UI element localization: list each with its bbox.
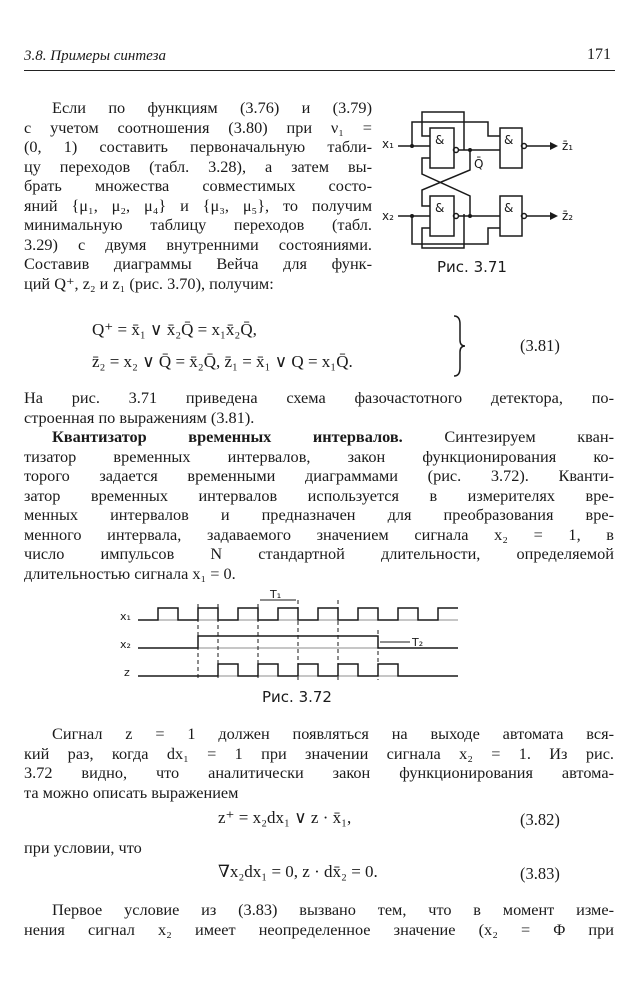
- running-header: [24, 46, 615, 71]
- text-line: Первое условие из (3.83) вызвано тем, что в момент изме-: [52, 900, 614, 919]
- figure-3-72-timing: [120, 590, 470, 685]
- label-z1-bar: z̄₁: [562, 139, 574, 153]
- equation-3-81-number: (3.81): [520, 336, 560, 355]
- text-line: число импульсов N стандартной длительности, определяемой: [24, 544, 614, 563]
- figure-3-72-caption: Рис. 3.72: [262, 688, 332, 706]
- label-t1: T₁: [270, 590, 282, 601]
- equation-3-81-line2: z̄₂ = x₂ ∨ Q̄ = x̄₂Q̄, z̄₁ = x̄₁ ∨ Q = x₁Q̄.: [92, 352, 353, 371]
- figure-3-71-caption: Рис. 3.71: [437, 258, 507, 276]
- text-line: длительностью сигнала x₁ = 0.: [24, 563, 236, 583]
- label-and-2: &: [504, 133, 514, 147]
- label-and-1: &: [435, 133, 445, 147]
- paragraph-first-condition: [24, 900, 614, 939]
- text-line: На рис. 3.71 приведена схема фазочастотного детектора, по-: [24, 388, 614, 407]
- paragraph-intro: [24, 98, 372, 293]
- paragraph-signal-z: [24, 724, 614, 802]
- label-x2: x₂: [120, 638, 131, 651]
- equation-brace: [452, 314, 466, 378]
- label-z2-bar: z̄₂: [562, 209, 574, 223]
- text-line: торого задается временными диаграммами (рис. 3.72). Кванти-: [24, 466, 614, 485]
- text-line: менных интервалов и предназначен для преобразования вре-: [24, 505, 614, 524]
- subsection-title: Квантизатор временных интервалов.: [52, 427, 403, 446]
- equation-3-83-number: (3.83): [520, 864, 560, 883]
- text-line: брать множества совместимых состо-: [24, 176, 372, 195]
- equation-3-83: ∇x₂dx₁ = 0, z · dx̄₂ = 0.: [218, 862, 378, 881]
- text-line: 3.72 видно, что аналитически закон функционирования автома-: [24, 763, 614, 782]
- text-line: яний {μ₁, μ₂, μ₄} и {μ₃, μ₅}, то получим: [24, 195, 372, 215]
- text-line: кий раз, когда dx₁ = 1 при значении сигнала x₂ = 1. Из рис.: [24, 743, 614, 763]
- text-line: Если по функциям (3.76) и (3.79): [52, 98, 372, 117]
- page-number: 171: [587, 46, 611, 63]
- label-q-bar: Q̄: [474, 157, 484, 171]
- paragraph-fig71-desc: [24, 388, 614, 427]
- paragraph-quantizer: [24, 427, 614, 583]
- section-title: 3.8. Примеры синтеза: [24, 48, 166, 64]
- equation-3-81-line1: Q⁺ = x̄₁ ∨ x̄₂Q̄ = x₁x̄₂Q̄,: [92, 320, 257, 339]
- text-line: затор временных интервалов используется в измерителях вре-: [24, 485, 614, 505]
- label-and-3: &: [435, 201, 445, 215]
- text-line: [24, 427, 614, 447]
- text-line: (0, 1) составить первоначальную табли-: [24, 137, 372, 156]
- text-line: цу переходов (табл. 3.28), а затем вы-: [24, 156, 372, 176]
- text-line: ций Q⁺, z₂ и z₁ (рис. 3.70), получим:: [24, 273, 274, 293]
- figure-3-71-circuit: [382, 98, 622, 263]
- text-fragment: Синтезируем кван-: [444, 427, 614, 446]
- text-line: нения сигнал x₂ имеет неопределенное значение (x₂ = Φ при: [24, 919, 614, 939]
- label-x2: x₂: [382, 209, 394, 223]
- label-and-4: &: [504, 201, 514, 215]
- label-x1: x₁: [382, 137, 394, 151]
- text-line: та можно описать выражением: [24, 782, 239, 802]
- text-line: минимальную таблицу переходов (табл.: [24, 215, 372, 234]
- text-line: с учетом соотношения (3.80) при ν₁ =: [24, 117, 372, 137]
- text-line: 3.29) с двумя внутренними состояниями.: [24, 234, 372, 254]
- label-z: z: [124, 666, 130, 679]
- text-line: Сигнал z = 1 должен появляться на выходе автомата вся-: [52, 724, 614, 743]
- label-t2: T₂: [412, 636, 424, 649]
- text-line: строенная по выражениям (3.81).: [24, 407, 255, 427]
- text-line: менного интервала, задаваемого значением сигнала x₂ = 1, в: [24, 524, 614, 544]
- equation-3-82: z⁺ = x₂dx₁ ∨ z · x̄₁,: [218, 808, 352, 827]
- text-line: Составив диаграммы Вейча для функ-: [24, 254, 372, 273]
- text-line: тизатор временных интервалов, закон функционирования ко-: [24, 446, 614, 466]
- equation-3-82-number: (3.82): [520, 810, 560, 829]
- label-x1: x₁: [120, 610, 131, 623]
- condition-text: при условии, что: [24, 838, 142, 857]
